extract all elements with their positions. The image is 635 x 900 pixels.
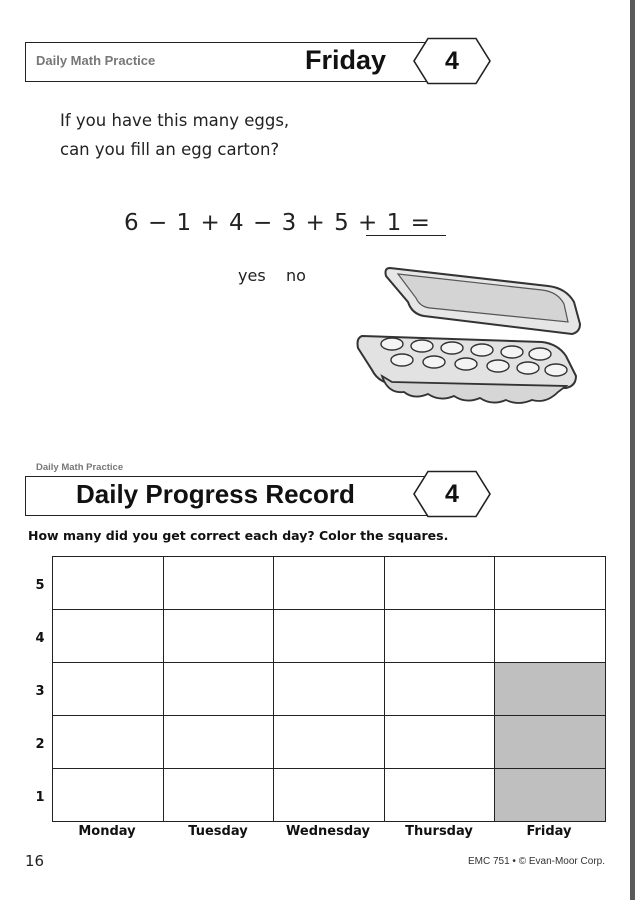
grid-cell-friday-4[interactable]	[495, 610, 606, 663]
grid-cell-tuesday-3[interactable]	[164, 663, 275, 716]
grid-cell-tuesday-4[interactable]	[164, 610, 275, 663]
week-number: 4	[445, 46, 459, 75]
grid-cell-thursday-4[interactable]	[385, 610, 496, 663]
y-label-4: 4	[35, 631, 45, 646]
day-title: Friday	[305, 45, 387, 75]
grid-cell-friday-5[interactable]	[495, 557, 606, 610]
answer-blank[interactable]	[366, 235, 446, 236]
egg-carton-icon	[352, 258, 584, 408]
question-line-1: If you have this many eggs,	[60, 111, 290, 130]
grid-cell-monday-1[interactable]	[53, 769, 164, 822]
grid-cell-tuesday-2[interactable]	[164, 716, 275, 769]
y-label-1: 1	[35, 790, 45, 805]
choice-no[interactable]: no	[286, 266, 306, 285]
grid-cell-friday-3[interactable]	[495, 663, 606, 716]
page-number: 16	[25, 852, 45, 870]
grid-cell-tuesday-5[interactable]	[164, 557, 275, 610]
question-line-2: can you fill an egg carton?	[60, 140, 280, 159]
grid-cell-friday-2[interactable]	[495, 716, 606, 769]
grid-cell-wednesday-4[interactable]	[274, 610, 385, 663]
week-hexagon-badge	[412, 37, 492, 85]
grid-cell-thursday-5[interactable]	[385, 557, 496, 610]
question-text	[60, 106, 289, 164]
y-label-5: 5	[35, 578, 45, 593]
day-label-friday: Friday	[526, 824, 572, 839]
day-label-monday: Monday	[78, 824, 136, 839]
y-label-2: 2	[35, 737, 45, 752]
grid-cell-monday-4[interactable]	[53, 610, 164, 663]
day-label-thursday: Thursday	[405, 824, 473, 839]
footer-credit: EMC 751 • © Evan-Moor Corp.	[467, 856, 605, 867]
grid-cell-monday-5[interactable]	[53, 557, 164, 610]
grid-cell-thursday-3[interactable]	[385, 663, 496, 716]
daily-math-practice-label: Daily Math Practice	[36, 53, 156, 68]
progress-title: Daily Progress Record	[76, 479, 355, 509]
grid-cell-thursday-2[interactable]	[385, 716, 496, 769]
week-hexagon-badge-2	[412, 470, 492, 518]
equation: 6 − 1 + 4 − 3 + 5 + 1 =	[124, 210, 431, 236]
y-label-3: 3	[35, 684, 45, 699]
progress-grid	[52, 556, 606, 822]
day-label-wednesday: Wednesday	[286, 824, 370, 839]
grid-cell-tuesday-1[interactable]	[164, 769, 275, 822]
grid-cell-friday-1[interactable]	[495, 769, 606, 822]
grid-cell-wednesday-2[interactable]	[274, 716, 385, 769]
daily-math-practice-label-2: Daily Math Practice	[36, 462, 124, 473]
week-number-2: 4	[445, 479, 459, 508]
grid-cell-thursday-1[interactable]	[385, 769, 496, 822]
grid-cell-monday-2[interactable]	[53, 716, 164, 769]
choice-yes[interactable]: yes	[238, 266, 266, 285]
grid-cell-monday-3[interactable]	[53, 663, 164, 716]
grid-cell-wednesday-5[interactable]	[274, 557, 385, 610]
page-edge-bar	[630, 0, 635, 900]
progress-instruction: How many did you get correct each day? Color the squares.	[28, 528, 449, 543]
grid-cell-wednesday-1[interactable]	[274, 769, 385, 822]
day-label-tuesday: Tuesday	[188, 824, 248, 839]
grid-cell-wednesday-3[interactable]	[274, 663, 385, 716]
